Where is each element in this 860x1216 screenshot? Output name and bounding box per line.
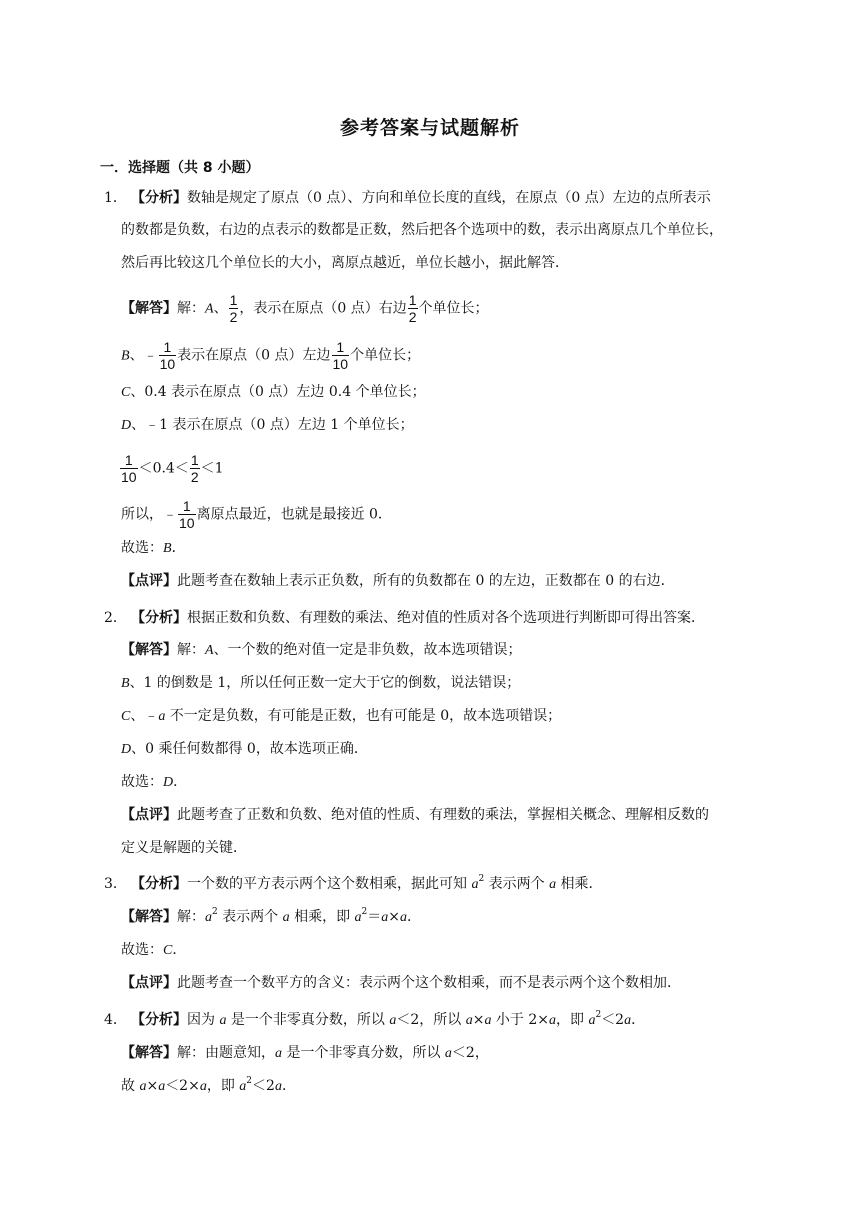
q1-inequality [119,452,224,485]
variable: a [389,1013,397,1028]
text: ＜2，所以 [396,1012,466,1028]
variable: a [588,1013,596,1028]
text: ＜1 [200,460,224,477]
text: 小于 2× [491,1012,549,1028]
q2-solution-a [121,639,522,662]
q4-solution-1 [121,1042,489,1065]
q3-number: 3． [104,876,127,892]
fraction-one-half [190,452,200,485]
text: ，即 [206,1078,240,1094]
q1-analysis-line-1 [131,187,711,209]
numerator: 1 [408,292,417,308]
denominator: 10 [121,469,137,485]
comment-text: 此题考查了正数和负数、绝对值的性质、有理数的乘法，掌握相关概念、理解相反数的 [177,807,709,823]
text: ． [281,1078,296,1094]
q3-choice [121,939,186,962]
text: 相乘． [556,876,603,892]
text: ＜2 [601,1012,625,1028]
option-letter: B [121,676,130,691]
q2-solution-d [121,738,368,761]
text: 相乘，即 [289,909,355,925]
numerator: 1 [182,498,191,514]
solution-tag: 【解答】 [121,642,177,658]
numerator: 1 [124,452,133,468]
q1-solution-b [121,339,420,372]
text: 、 [213,300,228,317]
q1-conclusion [121,498,392,531]
numerator: 1 [190,452,199,468]
variable: a [400,910,408,925]
variable: a [465,1013,473,1028]
analysis-tag: 【分析】 [131,876,187,892]
fraction-one-tenth [120,452,138,485]
q2-analysis [131,607,705,629]
text: 一个数的平方表示两个这个数相乘，据此可知 [187,876,472,892]
variable: a [219,1013,227,1028]
text: 表示在原点（0 点）左边 [177,347,331,364]
exponent: 2 [478,874,485,884]
q3-comment [121,972,681,994]
option-letter: B [121,348,130,364]
fraction-one-tenth [332,339,350,372]
fraction-one-tenth [159,339,177,372]
option-letter: D [121,418,132,433]
q1-number: 1． [104,190,127,206]
variable: a [205,910,212,925]
text: 故选： [121,942,163,958]
text: ． [173,774,188,790]
section-heading: 一．选择题（共 8 小题） [100,160,260,176]
numerator: 1 [336,339,345,355]
analysis-tag: 【分析】 [131,610,187,626]
text: 故选： [121,540,163,556]
q1-solution-a [121,292,489,325]
comment-text: 此题考查一个数平方的含义：表示两个这个数相乘，而不是表示两个这个数相加． [177,975,681,991]
text: 故选： [121,774,163,790]
text: 个单位长； [350,347,421,364]
text: 因为 [187,1012,220,1028]
variable: a [549,1013,556,1028]
denominator: 2 [190,469,199,485]
fraction-one-half [229,292,239,325]
text: 、﹣1 表示在原点（0 点）左边 1 个单位长； [131,417,414,433]
text: × [146,1078,159,1094]
option-letter: C [121,385,131,400]
variable: a [484,1013,492,1028]
text: 、0.4 表示在原点（0 点）左边 0.4 个单位长； [130,384,426,400]
text: 故 [121,1078,140,1094]
text: ＜2× [165,1078,200,1094]
denominator: 2 [408,309,417,325]
text: ． [407,909,422,925]
text: 表示两个 [484,876,550,892]
text: ． [171,540,186,556]
solution-prefix: 解： [177,300,205,317]
page-title: 参考答案与试题解析 [339,117,520,139]
q4-analysis [131,1009,645,1032]
text: 、0 乘任何数都得 0，故本选项正确． [131,741,368,757]
variable: a [139,1079,147,1094]
denominator: 2 [229,309,238,325]
comment-tag: 【点评】 [121,975,177,991]
text: ＜0.4＜ [138,460,189,477]
solution-tag: 【解答】 [121,1045,177,1061]
text: × [388,909,401,925]
q2-comment-1 [121,804,709,826]
fraction-one-half [408,292,418,325]
denominator: 10 [159,356,176,372]
numerator: 1 [229,292,238,308]
q1-comment [121,570,675,592]
q2-number: 2． [104,610,127,626]
variable: a [444,1046,452,1061]
q4-number: 4． [104,1012,127,1028]
text: 、1 的倒数是 1，所以任何正数一定大于它的倒数，说法错误； [129,675,521,691]
text: 解：由题意知， [177,1045,275,1061]
exponent: 2 [361,907,368,917]
variable: a [471,877,479,892]
option-letter: A [205,643,214,658]
comment-text: 此题考查在数轴上表示正负数，所有的负数都在 0 的左边，正数都在 0 的右边． [177,573,675,589]
variable: a [275,1046,282,1061]
text: 所以，﹣ [121,506,177,523]
variable: a [354,910,362,925]
variable: a [274,1079,282,1094]
q1-analysis-line-2: 的数都是负数，右边的点表示的数都是正数，然后把各个选项中的数，表示出离原点几个单位长， [121,222,723,238]
exponent: 2 [246,1076,253,1086]
exponent: 2 [595,1010,602,1020]
text: ＜2 [252,1078,275,1094]
analysis-tag: 【分析】 [131,190,187,206]
text: 、﹣ [130,708,159,724]
text: 、﹣ [129,347,158,364]
text: ，即 [556,1012,589,1028]
variable: a [624,1013,632,1028]
answer-letter: D [163,775,174,790]
text: 离原点最近，也就是最接近 0． [196,506,392,523]
text: ． [172,942,187,958]
text: 不一定是负数，有可能是正数，也有可能是 0，故本选项错误； [165,708,562,724]
text: ，表示在原点（0 点）右边 [239,300,407,317]
text: × [472,1012,485,1028]
q1-analysis-line-3: 然后再比较这几个单位长的大小，离原点越近，单位长越小，据此解答． [121,255,569,271]
q1-analysis-text-1: 数轴是规定了原点（0 点）、方向和单位长度的直线，在原点（0 点）左边的点所表示 [187,190,711,206]
text: 、一个数的绝对值一定是非负数，故本选项错误； [213,642,522,658]
text: 表示两个 [217,909,283,925]
q2-choice [121,771,187,794]
variable: a [199,1079,207,1094]
text: 是一个非零真分数，所以 [282,1045,445,1061]
q1-solution-d [121,414,414,437]
variable: a [549,877,557,892]
text: 解： [177,909,205,925]
denominator: 10 [179,515,195,531]
option-letter: C [121,709,131,724]
fraction-one-tenth [178,498,196,531]
text: 解： [177,642,205,658]
text: ． [631,1012,646,1028]
numerator: 1 [163,339,172,355]
denominator: 10 [332,356,349,372]
text: 是一个非零真分数，所以 [226,1012,390,1028]
option-letter: D [121,742,132,757]
comment-tag: 【点评】 [121,573,177,589]
solution-tag: 【解答】 [121,300,177,317]
q1-choice [121,537,186,560]
variable: a [158,1079,166,1094]
variable: a [239,1079,247,1094]
comment-tag: 【点评】 [121,807,177,823]
variable: a [282,910,290,925]
analysis-text: 根据正数和负数、有理数的乘法、绝对值的性质对各个选项进行判断即可得出答案． [187,610,705,626]
q3-analysis [131,873,603,896]
answer-letter: B [163,541,172,556]
answer-letter: C [163,943,173,958]
q3-solution [121,906,421,929]
q2-solution-c [121,705,561,728]
q2-solution-b [121,672,520,695]
option-letter: A [205,301,214,317]
text: 个单位长； [418,300,489,317]
variable: a [158,709,166,724]
text: ＜2， [451,1045,489,1061]
q4-solution-2 [121,1075,296,1098]
q1-solution-c [121,381,426,404]
solution-tag: 【解答】 [121,909,177,925]
variable: a [381,910,389,925]
analysis-tag: 【分析】 [131,1012,187,1028]
exponent: 2 [212,907,218,917]
text: ＝ [367,909,382,925]
q2-comment-2: 定义是解题的关键． [121,840,247,856]
